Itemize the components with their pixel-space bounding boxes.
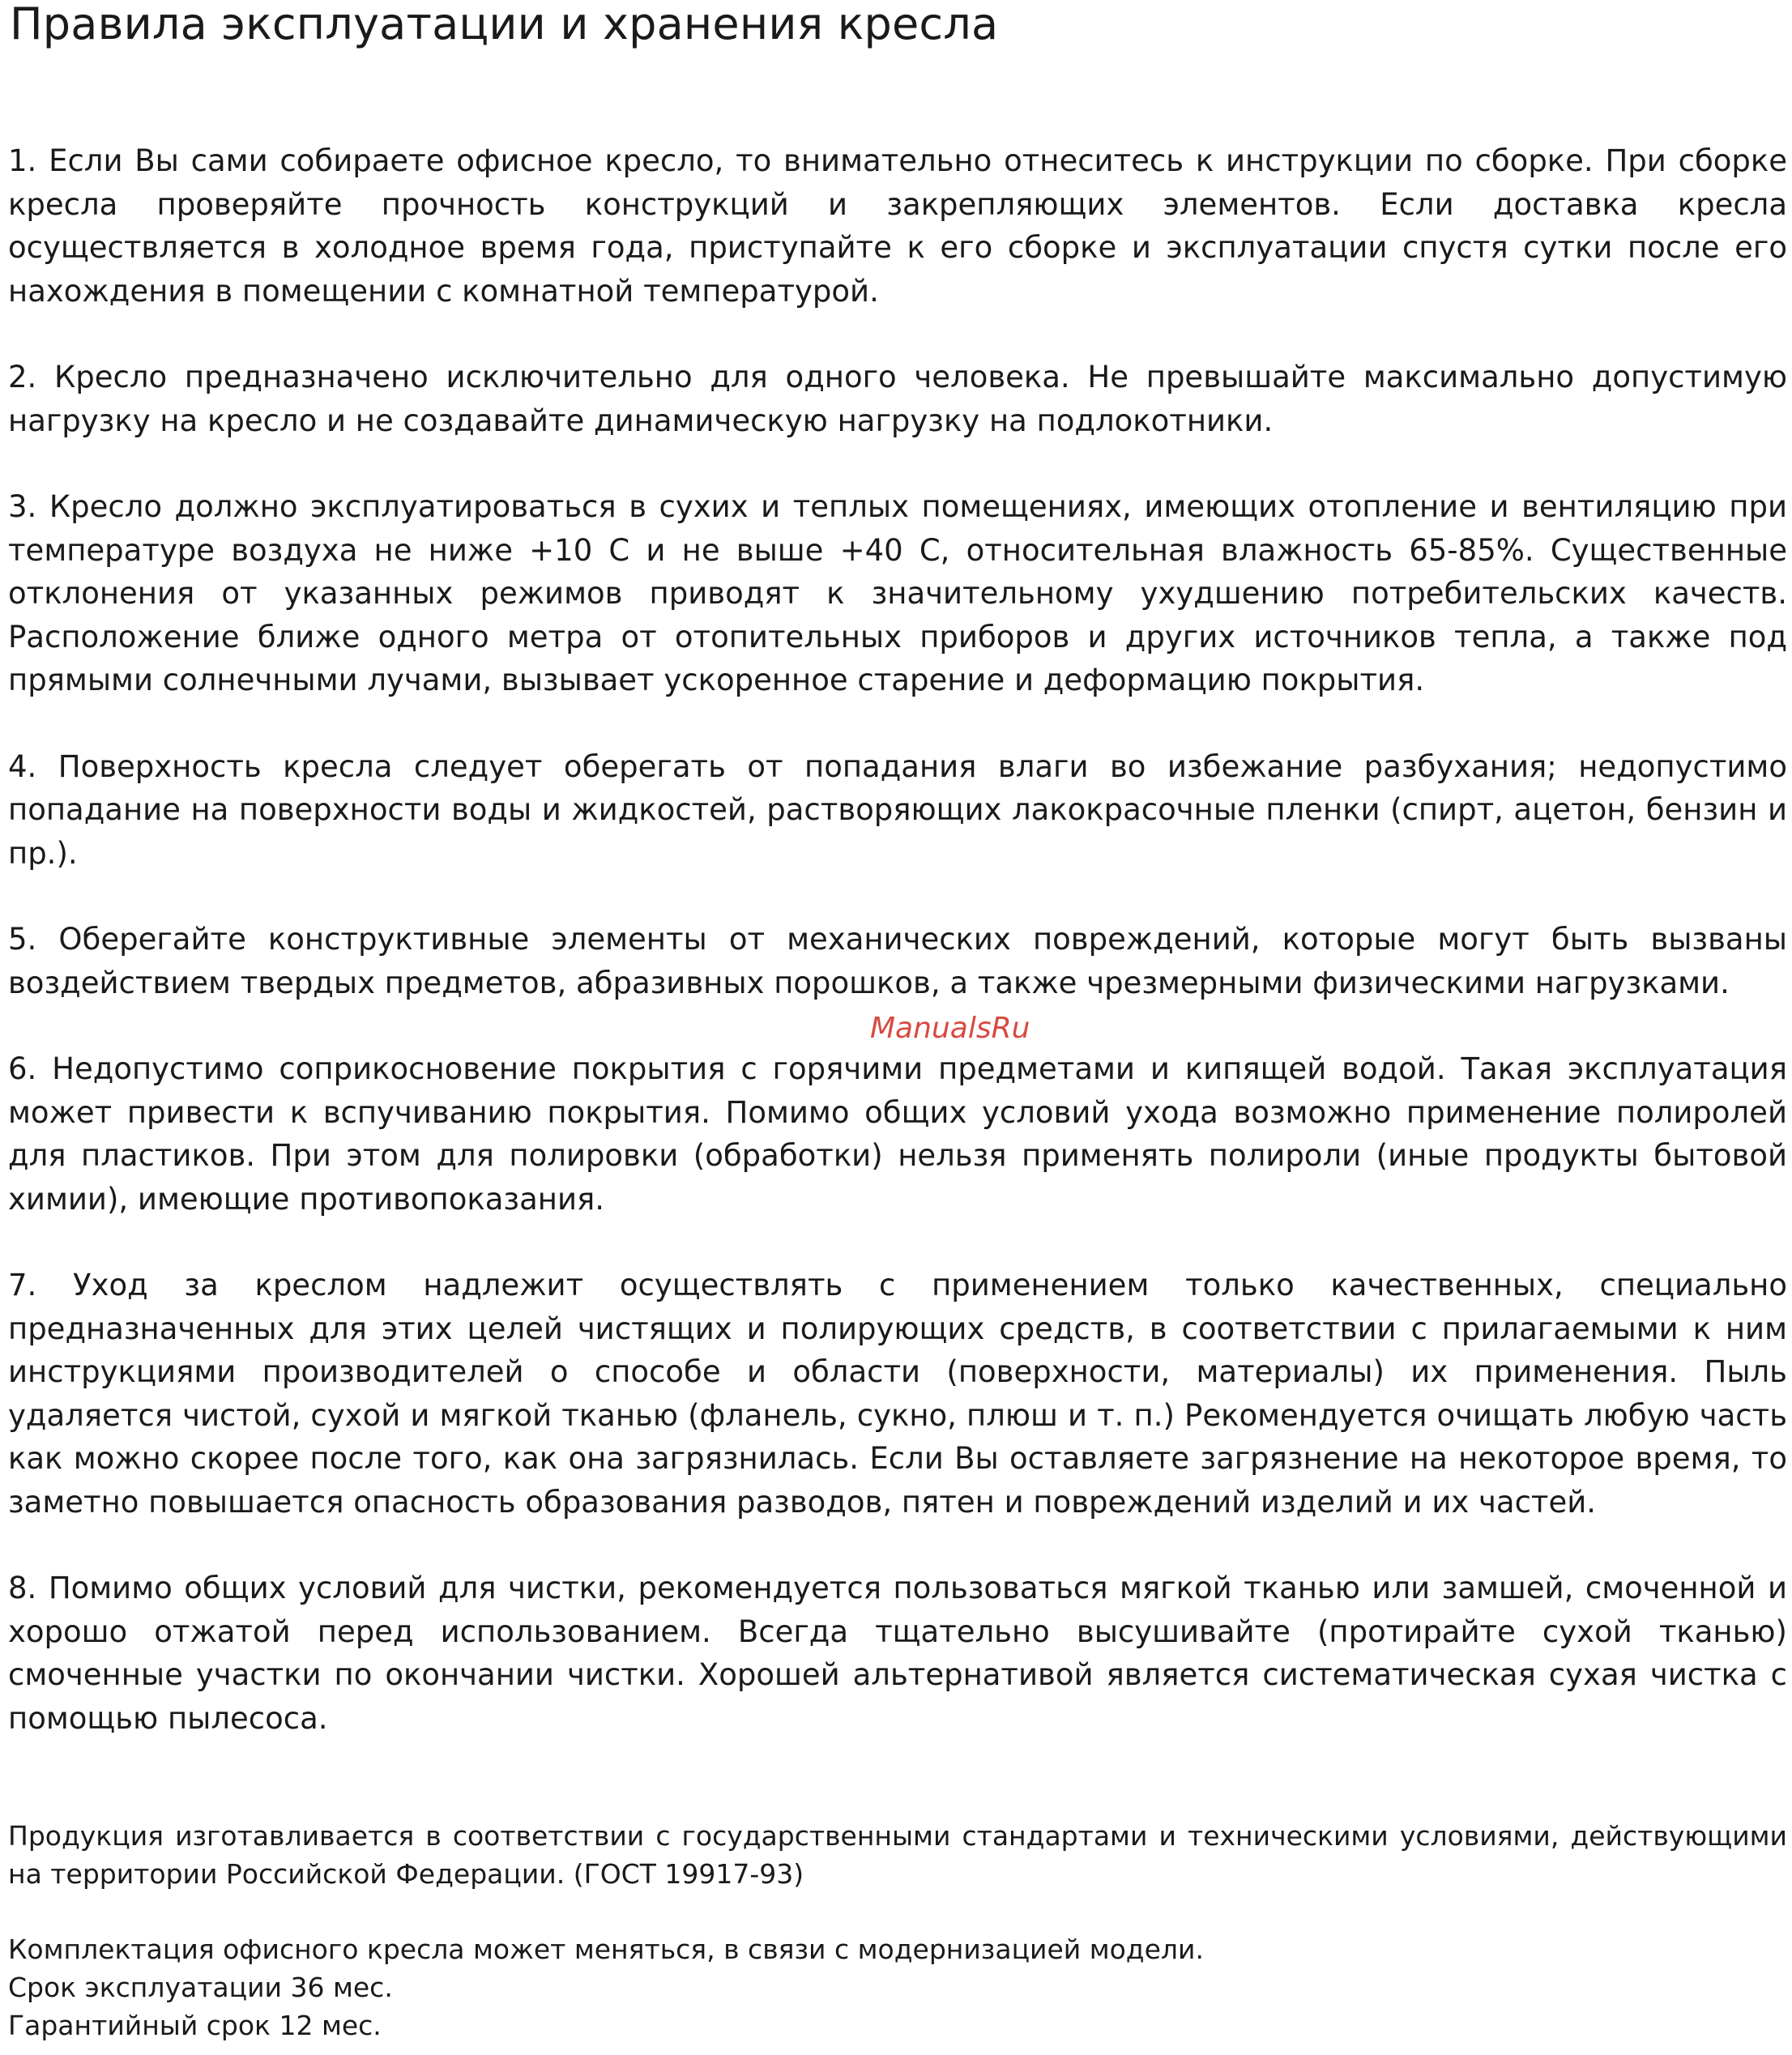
rules-list — [8, 139, 1787, 1783]
rule-item-3: 3. Кресло должно эксплуатироваться в сухих и теплых помещениях, имеющих отопление и вентиляцию при температуре воздуха не ниже +10 С и не выше +40 С, относительная влажность 65-85%. Существенные отклонения от указанных режимов приводят к значительному ухудшению потребительских качеств. Расположение ближе одного метра от отопительных приборов и других источников тепла, а также под прямыми солнечными лучами, вызывает ускоренное старение и деформацию покрытия. — [8, 489, 1787, 697]
rule-item-2: 2. Кресло предназначено исключительно для одного человека. Не превышайте максимально допустимую нагрузку на кресло и не создавайте динамическую нагрузку на подлокотники. — [8, 360, 1787, 438]
rule-item-5: 5. Оберегайте конструктивные элементы от механических повреждений, которые могут быть вызваны воздействием твердых предметов, абразивных порошков, а также чрезмерными физическими нагрузками. — [8, 922, 1787, 1000]
rule-item-8: 8. Помимо общих условий для чистки, рекомендуется пользоваться мягкой тканью или замшей, смоченной и хорошо отжатой перед использованием. Всегда тщательно высушивайте (протирайте сухой тканью) смоченные участки по окончании чистки. Хорошей альтернативой является систематическая сухая чистка с помощью пылесоса. — [8, 1571, 1787, 1736]
rule-item-7: 7. Уход за креслом надлежит осуществлять с применением только качественных, специально предназначенных для этих целей чистящих и полирующих средств, в соответствии с прилагаемыми к ним инструкциями производителей о способе и области (поверхности, материалы) их применения. Пыль удаляется чистой, сухой и мягкой тканью (фланель, сукно, плюш и т. п.) Рекомендуется очищать любую часть как можно скорее после того, как она загрязнилась. Если Вы оставляете загрязнение на некоторое время, то заметно повышается опасность образования разводов, пятен и повреждений изделий и их частей. — [8, 1268, 1787, 1520]
rule-item-4: 4. Поверхность кресла следует оберегать от попадания влаги во избежание разбухания; недопустимо попадание на поверхности воды и жидкостей, растворяющих лакокрасочные пленки (спирт, ацетон, бензин и пр.). — [8, 748, 1787, 871]
page-title: Правила эксплуатации и хранения кресла — [10, 0, 999, 49]
footer-notes — [8, 1817, 1787, 2044]
warranty-note: Гарантийный срок 12 мес. — [8, 2010, 382, 2041]
rule-item-1: 1. Если Вы сами собираете офисное кресло, то внимательно отнеситесь к инструкции по сборке. При сборке кресла проверяйте прочность конструкций и закрепляющих элементов. Если доставка кресла осуществляется в холодное время года, приступайте к его сборке и эксплуатации спустя сутки после его нахождения в помещении с комнатной температурой. — [8, 143, 1787, 309]
standards-note: Продукция изготавливается в соответствии с государственными стандартами и техническими условиями, действующими на территории Российской Федерации. (ГОСТ 19917-93) — [8, 1820, 1787, 1890]
rule-item-6: 6. Недопустимо соприкосновение покрытия с горячими предметами и кипящей водой. Такая эксплуатация может привести к вспучиванию покрытия. Помимо общих условий ухода возможно применение полиролей для пластиков. При этом для полировки (обработки) нельзя применять полироли (иные продукты бытовой химии), имеющие противопоказания. — [8, 1051, 1787, 1217]
configuration-note: Комплектация офисного кресла может меняться, в связи с модернизацией модели. — [8, 1933, 1204, 1965]
watermark-text: ManualsRu — [870, 1012, 1030, 1045]
service-life-note: Срок эксплуатации 36 мес. — [8, 1972, 393, 2003]
